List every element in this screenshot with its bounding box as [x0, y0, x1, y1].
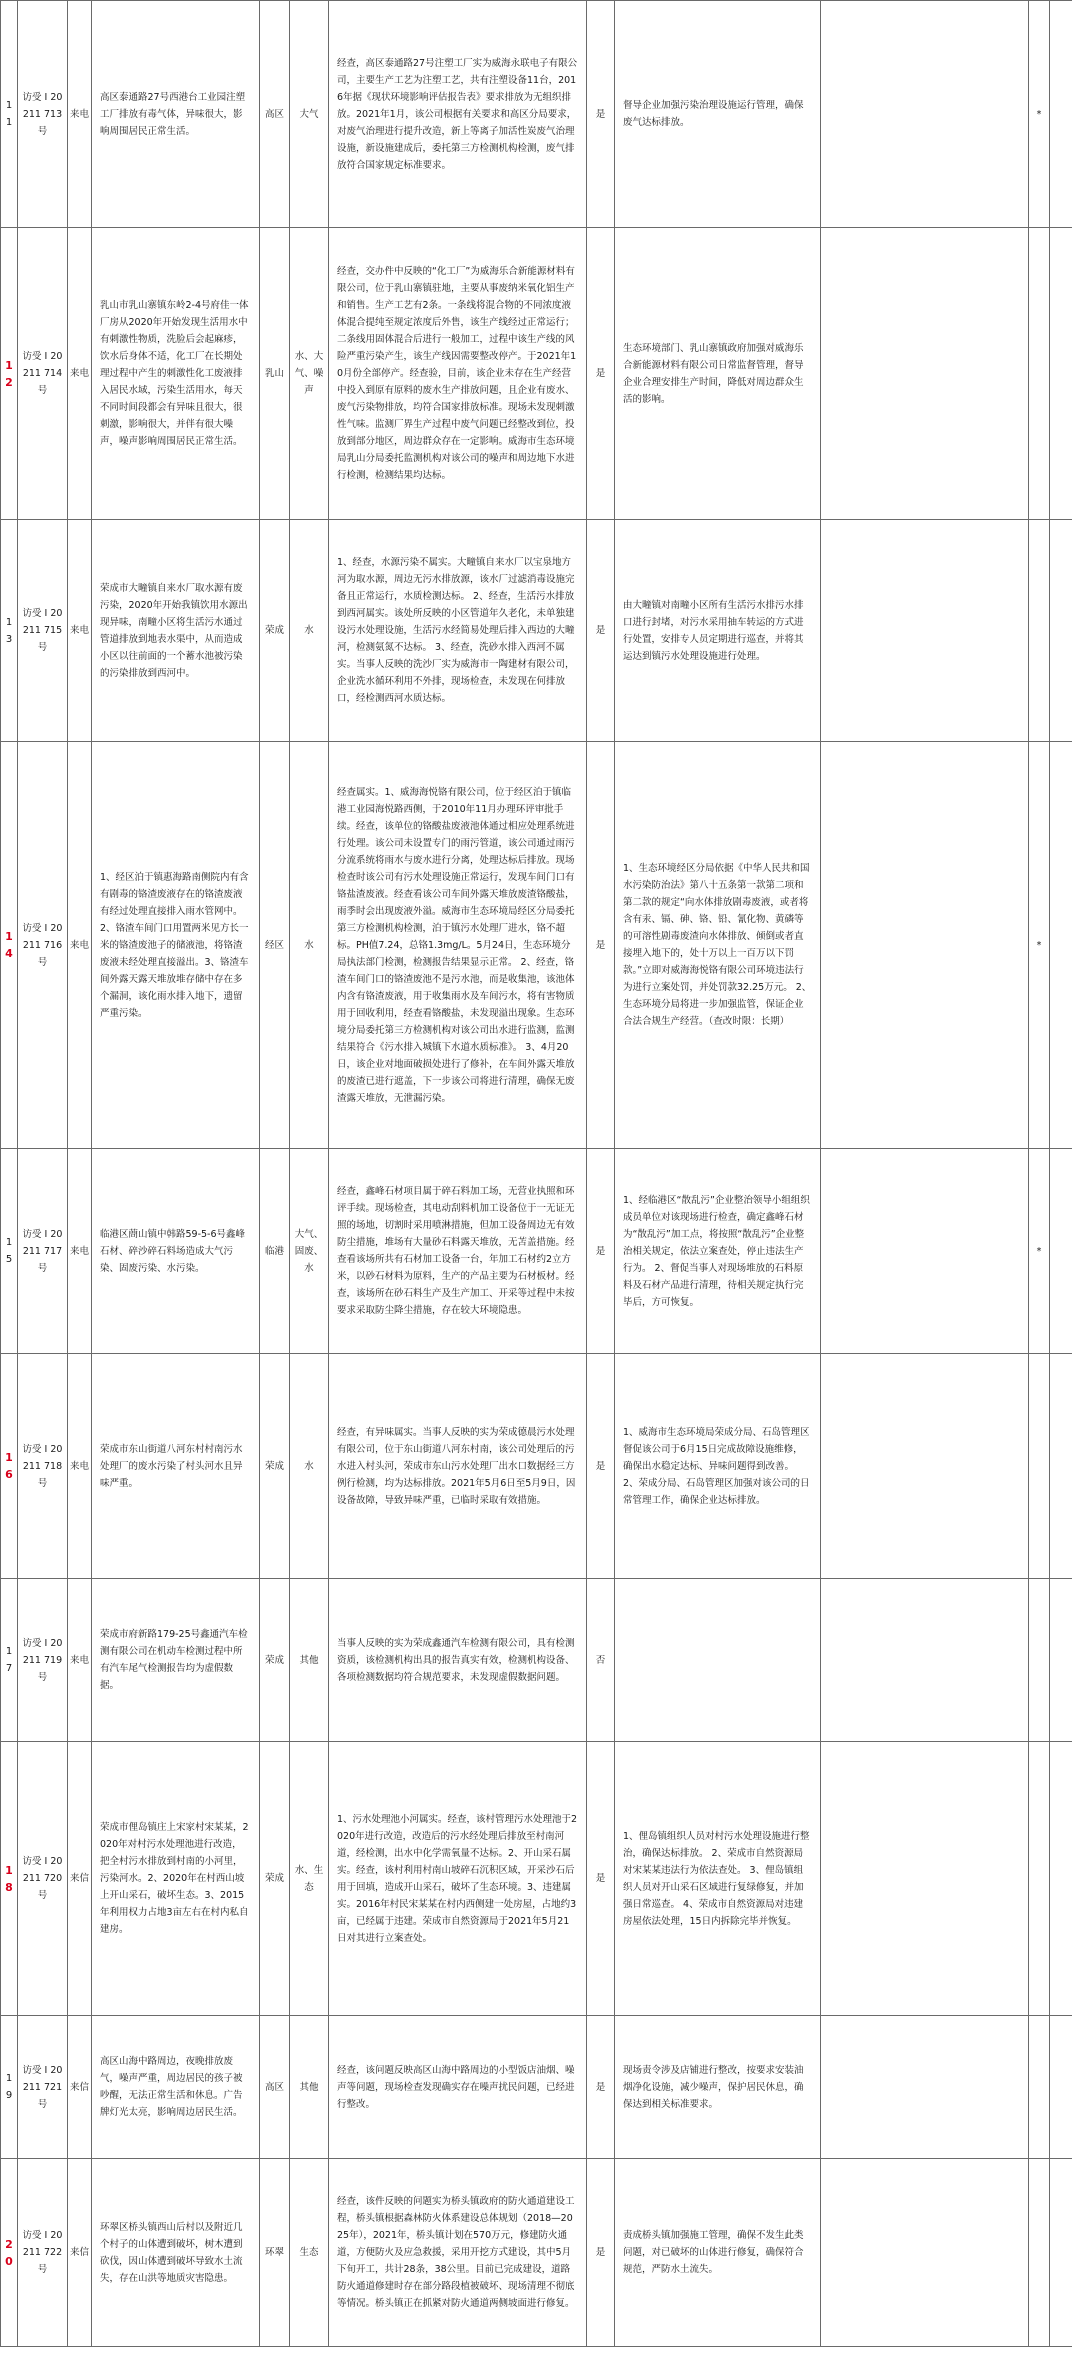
row-index: 12 [1, 228, 18, 520]
investigation-result: 经查属实。1、威海海悦铬有限公司，位于经区泊于镇临港工业园海悦路西侧，于2010年11月办理环评审批手续。经查，该单位的铬酸盐废液池体通过相应处理系统进行处理。该公司未设置专门的雨污管道，该公司通过雨污分流系统将雨水与废水进行分离，处理达标后排放。现场检查时该公司有污水处理设施正常运行，发现车间门口有铬盐渣废液。经查看该公司车间外露天堆放废渣铬酸盐，雨季时会出现废液外溢。威海市生态环境局经区分局委托第三方检测机构检测，泊于镇污水处理厂进水，铬不超标。PH值7.24，总铬1.3mg/L。5月24日，生态环境分局执法部门检测，检测报告结果显示正常。 2、经查，铬渣车间门口的铬渣废池不是污水池，而是收集池，该池体内含有铬渣废液，用于收集雨水及车间污水，将有害物质用于回收利用，经查看铬酸盐，未发现溢出现象。生态环境分局委托第三方检测机构对该公司出水进行监测，监测结果符合《污水排入城镇下水道水质标准》。 3、4月20日，该企业对地面破损处进行了修补，在车间外露天堆放的废渣已进行遮盖，下一步该公司将进行清理，确保无废渣露天堆放，无泄漏污染。 [329, 742, 587, 1149]
table-row [1, 1, 1072, 228]
pollution-category: 生态 [290, 2159, 329, 2347]
blank-cell [821, 1354, 1029, 1579]
investigation-result: 1、污水处理池小河属实。经查，该村管理污水处理池于2020年进行改造，改造后的污水经处理后排放至村南河道，经检测，出水中化学需氧量不达标。2、开山采石属实。经查，该村利用村南山坡碎石沉积区域，开采沙石后用于回填，造成开山采石，破坏了生态环境。3、违建属实。2016年村民宋某某在村内西侧建一处房屋，占地约3亩，已经属于违建。荣成市自然资源局于2021年5月21日对其进行立案查处。 [329, 1742, 587, 2016]
table-row [1, 2016, 1072, 2159]
district: 高区 [260, 1, 290, 228]
mark-cell [1029, 2159, 1050, 2347]
row-index: 19 [1, 2016, 18, 2159]
table-row [1, 228, 1072, 520]
complaint-source: 来电 [68, 1149, 92, 1354]
complaint-content: 荣成市俚岛镇庄上宋家村宋某某，2020年对村污水处理池进行改造，把全村污水排放到村南的小河里，污染河水。2、2020年在村西山坡上开山采石，破坏生态。3、2015年利用权力占地3亩左右在村内私自建房。 [92, 1742, 260, 2016]
rectification-measures: 生态环境部门、乳山寨镇政府加强对威海乐合新能源材料有限公司日常监督管理，督导企业合理安排生产时间，降低对周边群众生活的影响。 [615, 228, 821, 520]
pollution-category: 水 [290, 742, 329, 1149]
mark-cell [1029, 1354, 1050, 1579]
case-number: 访受 I 20211 719号 [18, 1579, 68, 1742]
investigation-result: 经查，该件反映的问题实为桥头镇政府的防火通道建设工程，桥头镇根据森林防火体系建设总体规划（2018—2025年），2021年，桥头镇计划在570万元，修建防火通道，方便防火及应急救援，采用开挖方式建设，其中5月下旬开工，共计28条，38公里。目前已完成建设，道路防火通道修建时存在部分路段植被破坏、现场清理不彻底等情况。桥头镇正在抓紧对防火通道两侧坡面进行修复。 [329, 2159, 587, 2347]
mark-cell [1029, 1742, 1050, 2016]
blank-cell [821, 1, 1029, 228]
row-index: 11 [1, 1, 18, 228]
mark-cell [1029, 228, 1050, 520]
row-index: 15 [1, 1149, 18, 1354]
district: 经区 [260, 742, 290, 1149]
complaint-content: 乳山市乳山寨镇东岭2-4号府佳一体厂房从2020年开始发现生活用水中有刺激性物质，洗脸后会起麻疹，饮水后身体不适，化工厂在长期处理过程中产生的刺激性化工废液排入居民水域，污染生活用水，每天不同时间段都会有异味且很大，很刺激，影响很大，并伴有很大噪声，噪声影响周围居民正常生活。 [92, 228, 260, 520]
pollution-category: 其他 [290, 1579, 329, 1742]
pollution-category: 水、大气、噪声 [290, 228, 329, 520]
mark-cell: * [1029, 1, 1050, 228]
table-row [1, 742, 1072, 1149]
mark-cell: * [1029, 1149, 1050, 1354]
rectification-measures: 1、俚岛镇组织人员对村污水处理设施进行整治，确保达标排放。 2、荣成市自然资源局对宋某某违法行为依法查处。 3、俚岛镇组织人员对开山采石区域进行复绿修复，并加强日常巡查。 4、荣成市自然资源局对违建房屋依法处理，15日内拆除完毕并恢复。 [615, 1742, 821, 2016]
case-number: 访受 I 20211 720号 [18, 1742, 68, 2016]
pollution-category: 水、生态 [290, 1742, 329, 2016]
table-row [1, 1579, 1072, 1742]
mark-cell [1029, 520, 1050, 742]
blank-cell [1050, 1149, 1072, 1354]
blank-cell [1050, 1579, 1072, 1742]
complaint-source: 来电 [68, 520, 92, 742]
case-number: 访受 I 20211 717号 [18, 1149, 68, 1354]
district: 临港 [260, 1149, 290, 1354]
blank-cell [821, 228, 1029, 520]
case-number: 访受 I 20211 721号 [18, 2016, 68, 2159]
complaint-content: 环翠区桥头镇西山后村以及附近几个村子的山体遭到破坏，树木遭到砍伐，因山体遭到破坏导致水土流失，存在山洪等地质灾害隐患。 [92, 2159, 260, 2347]
complaint-content: 荣成市大疃镇自来水厂取水源有废污染，2020年开始我镇饮用水源出现异味，南疃小区将生活污水通过管道排放到地表水渠中，从而造成小区以往前面的一个蓄水池被污染的污染排放到西河中。 [92, 520, 260, 742]
blank-cell [821, 1149, 1029, 1354]
complaint-content: 荣成市府新路179-25号鑫通汽车检测有限公司在机动车检测过程中所有汽车尾气检测报告均为虚假数据。 [92, 1579, 260, 1742]
table-row [1, 1742, 1072, 2016]
pollution-category: 其他 [290, 2016, 329, 2159]
rectification-measures: 督导企业加强污染治理设施运行管理，确保废气达标排放。 [615, 1, 821, 228]
case-number: 访受 I 20211 718号 [18, 1354, 68, 1579]
verdict: 是 [587, 2159, 615, 2347]
blank-cell [1050, 520, 1072, 742]
pollution-category: 大气、固废、水 [290, 1149, 329, 1354]
investigation-result: 经查，有异味属实。当事人反映的实为荣成德晨污水处理有限公司，位于东山街道八河东村南，该公司处理后的污水进入村头河，荣成市东山污水处理厂出水口数据经三方例行检测，均为达标排放。2021年5月6日至5月9日，因设备故障，导致异味严重，已临时采取有效措施。 [329, 1354, 587, 1579]
investigation-result: 经查，鑫峰石材项目属于碎石料加工场，无营业执照和环评手续。现场检查，其电动刮料机加工设备位于一无证无照的场地，切割时采用喷淋措施，但加工设备周边无有效防尘措施，堆场有大量砂石料露天堆放，无苫盖措施。经查看该场所共有石材加工设备一台，年加工石材约2立方米，以砂石材料为原料，生产的产品主要为石材板材。经查，该场所在砂石料生产及生产加工、开采等过程中未按要求采取防尘降尘措施，存在较大环境隐患。 [329, 1149, 587, 1354]
rectification-measures: 1、生态环境经区分局依据《中华人民共和国水污染防治法》第八十五条第一款第二项和第二款的规定“向水体排放剧毒废液，或者将含有汞、镉、砷、铬、铅、氰化物、黄磷等的可溶性剧毒废渣向水体排放、倾倒或者直接埋入地下的，处十万以上一百万以下罚款。”立即对威海海悦铬有限公司环境违法行为进行立案处罚，并处罚款32.25万元。 2、生态环境分局将进一步加强监管，保证企业合法合规生产经营。（查改时限：长期） [615, 742, 821, 1149]
district: 荣成 [260, 520, 290, 742]
verdict: 否 [587, 1579, 615, 1742]
row-index: 14 [1, 742, 18, 1149]
complaint-content: 荣成市东山街道八河东村村南污水处理厂的废水污染了村头河水且异味严重。 [92, 1354, 260, 1579]
complaint-source: 来电 [68, 1, 92, 228]
blank-cell [1050, 2016, 1072, 2159]
complaint-content: 1、经区泊于镇惠海路南侧院内有含有剧毒的铬渣废液存在的铬渣废液有经过处理直接排入雨水管网中。2、铬渣车间门口用置两米见方长一米的铬渣废池子的储液池，将铬渣废液未经处理直接溢出。3、铬渣车间外露天露天堆放堆存储中存在多个漏洞，该化雨水排入地下，遗留严重污染。 [92, 742, 260, 1149]
row-index: 20 [1, 2159, 18, 2347]
table-row [1, 1354, 1072, 1579]
district: 荣成 [260, 1579, 290, 1742]
district: 高区 [260, 2016, 290, 2159]
verdict: 是 [587, 228, 615, 520]
investigation-result: 当事人反映的实为荣成鑫通汽车检测有限公司，具有检测资质，该检测机构出具的报告真实有效，检测机构设备、各项检测数据均符合规范要求，未发现虚假数据问题。 [329, 1579, 587, 1742]
verdict: 是 [587, 1354, 615, 1579]
row-index: 13 [1, 520, 18, 742]
rectification-measures: 1、威海市生态环境局荣成分局、石岛管理区督促该公司于6月15日完成故障设施维修，确保出水稳定达标、异味问题得到改善。 2、荣成分局、石岛管理区加强对该公司的日常管理工作，确保企业达标排放。 [615, 1354, 821, 1579]
complaint-source: 来信 [68, 1742, 92, 2016]
row-index: 18 [1, 1742, 18, 2016]
verdict: 是 [587, 1742, 615, 2016]
blank-cell [1050, 742, 1072, 1149]
complaint-source: 来电 [68, 742, 92, 1149]
complaint-source: 来信 [68, 2016, 92, 2159]
complaint-source: 来电 [68, 1579, 92, 1742]
verdict: 是 [587, 520, 615, 742]
pollution-category: 水 [290, 1354, 329, 1579]
investigation-result: 经查，该问题反映高区山海中路周边的小型饭店油烟、噪声等问题，现场检查发现确实存在噪声扰民问题，已经进行整改。 [329, 2016, 587, 2159]
blank-cell [821, 742, 1029, 1149]
blank-cell [821, 2016, 1029, 2159]
rectification-measures [615, 1579, 821, 1742]
district: 荣成 [260, 1354, 290, 1579]
mark-cell: * [1029, 742, 1050, 1149]
table-row [1, 1149, 1072, 1354]
table-row [1, 520, 1072, 742]
blank-cell [1050, 1354, 1072, 1579]
case-number: 访受 I 20211 714号 [18, 228, 68, 520]
blank-cell [1050, 1742, 1072, 2016]
blank-cell [1050, 1, 1072, 228]
blank-cell [1050, 228, 1072, 520]
pollution-category: 水 [290, 520, 329, 742]
pollution-category: 大气 [290, 1, 329, 228]
complaint-source: 来信 [68, 2159, 92, 2347]
row-index: 17 [1, 1579, 18, 1742]
investigation-result: 经查，高区泰通路27号注塑工厂实为威海永联电子有限公司，主要生产工艺为注塑工艺，共有注塑设备11台，2016年据《现状环境影响评估报告表》要求排放为无组织排放。2021年1月，该公司根据有关要求和高区分局要求，对废气治理进行提升改造，新上等离子加活性炭废气治理设施，新设施建成后，委托第三方检测机构检测，废气排放符合国家规定标准要求。 [329, 1, 587, 228]
complaint-content: 高区泰通路27号西港台工业园注塑工厂排放有毒气体，异味很大，影响周围居民正常生活。 [92, 1, 260, 228]
investigation-result: 1、经查，水源污染不属实。大疃镇自来水厂以宝泉地方河为取水源，周边无污水排放源，该水厂过滤消毒设施完备且正常运行，水质检测达标。 2、经查，生活污水排放到西河属实。该处所反映的小区管道年久老化，未单独建设污水处理设施，生活污水经简易处理后排入西边的大疃河，检测氨氮不达标。 3、经查，洗砂水排入西河不属实。当事人反映的洗沙厂实为威海市一陶建材有限公司，企业洗水循环利用不外排，现场检查，未发现在何排放口，经检测西河水质达标。 [329, 520, 587, 742]
complaint-content: 临港区蔄山镇中韩路59-5-6号鑫峰石材、碎沙碎石料场造成大气污染、固废污染、水污染。 [92, 1149, 260, 1354]
rectification-measures: 由大疃镇对南疃小区所有生活污水排污水排口进行封堵，对污水采用抽车转运的方式进行处置，安排专人员定期进行巡查，并将其运达到镇污水处理设施进行处理。 [615, 520, 821, 742]
complaint-source: 来电 [68, 1354, 92, 1579]
blank-cell [821, 1579, 1029, 1742]
verdict: 是 [587, 1, 615, 228]
district: 荣成 [260, 1742, 290, 2016]
blank-cell [821, 520, 1029, 742]
district: 乳山 [260, 228, 290, 520]
rectification-measures: 现场责令涉及店铺进行整改，按要求安装油烟净化设施，减少噪声，保护居民休息，确保达到相关标准要求。 [615, 2016, 821, 2159]
verdict: 是 [587, 2016, 615, 2159]
verdict: 是 [587, 1149, 615, 1354]
rectification-measures: 1、经临港区“散乱污”企业整治领导小组组织成员单位对该现场进行检查，确定鑫峰石材为“散乱污”加工点，将按照“散乱污”企业整治相关规定，依法立案查处，停止违法生产行为。 2、督促当事人对现场堆放的石料原料及石材产品进行清理，待相关规定执行完毕后，方可恢复。 [615, 1149, 821, 1354]
blank-cell [821, 2159, 1029, 2347]
blank-cell [1050, 2159, 1072, 2347]
row-index: 16 [1, 1354, 18, 1579]
rectification-measures: 责成桥头镇加强施工管理，确保不发生此类问题，对已破坏的山体进行修复，确保符合规范，严防水土流失。 [615, 2159, 821, 2347]
investigation-result: 经查，交办件中反映的“化工厂”为威海乐合新能源材料有限公司，位于乳山寨镇驻地，主要从事废纳米氧化铝生产和销售。生产工艺有2条。一条线将混合物的不同浓度液体混合提纯至规定浓度后外售，该生产线经过正常运行；二条线用固体混合后进行一般加工，过程中该生产线的风险严重污染产生，该生产线因需要整改停产。于2021年10月份全部停产。经查验，目前，该企业未存在生产经营中投入到原有原料的废水生产排放问题，且企业有废水、废气污染物排放，均符合国家排放标准。现场未发现刺激性气味。监测厂界生产过程中废气问题已经整改到位，投放到部分地区，周边群众存在一定影响。威海市生态环境局乳山分局委托监测机构对该公司的噪声和周边地下水进行检测，检测结果均达标。 [329, 228, 587, 520]
complaint-source: 来电 [68, 228, 92, 520]
district: 环翠 [260, 2159, 290, 2347]
case-number: 访受 I 20211 716号 [18, 742, 68, 1149]
case-number: 访受 I 20211 713号 [18, 1, 68, 228]
case-number: 访受 I 20211 722号 [18, 2159, 68, 2347]
mark-cell [1029, 2016, 1050, 2159]
case-number: 访受 I 20211 715号 [18, 520, 68, 742]
blank-cell [821, 1742, 1029, 2016]
mark-cell [1029, 1579, 1050, 1742]
verdict: 是 [587, 742, 615, 1149]
table-row [1, 2159, 1072, 2347]
complaint-content: 高区山海中路周边，夜晚排放废气，噪声严重，周边居民的孩子被吵醒，无法正常生活和休息。广告牌灯光太亮，影响周边居民生活。 [92, 2016, 260, 2159]
